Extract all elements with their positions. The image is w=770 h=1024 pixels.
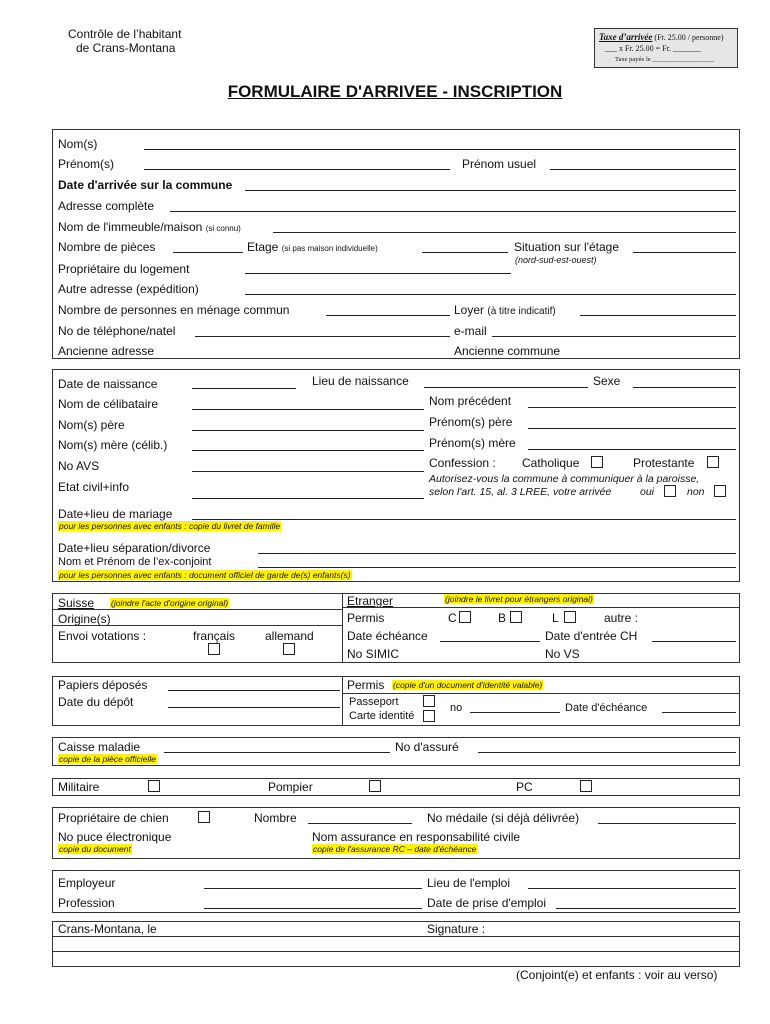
signature-rule-1 xyxy=(52,936,740,937)
label-permis-l: L xyxy=(552,611,559,625)
label-personnes: Nombre de personnes en ménage commun xyxy=(58,303,290,317)
field-telephone[interactable] xyxy=(195,336,450,337)
field-etage[interactable] xyxy=(422,252,508,253)
paroisse-question-line1: Autorisez-vous la commune à communiquer à la paroisse, xyxy=(429,473,700,485)
label-chien: Propriétaire de chien xyxy=(58,811,169,825)
checkbox-protestante[interactable] xyxy=(707,456,719,468)
label-passeport: Passeport xyxy=(349,696,399,708)
label-date-naissance: Date de naissance xyxy=(58,377,158,391)
field-profession[interactable] xyxy=(204,908,422,909)
field-autre-adresse[interactable] xyxy=(245,294,736,295)
field-immeuble[interactable] xyxy=(273,232,736,233)
label-nom: Nom(s) xyxy=(58,137,98,151)
field-personnes[interactable] xyxy=(326,315,450,316)
label-doc-echeance: Date d'échéance xyxy=(565,702,648,714)
suisse-rule xyxy=(52,609,342,610)
label-date-emploi: Date de prise d'emploi xyxy=(427,896,547,910)
label-oui: oui xyxy=(640,486,655,498)
field-separation[interactable] xyxy=(258,553,736,554)
field-proprietaire[interactable] xyxy=(245,273,511,274)
field-doc-echeance[interactable] xyxy=(662,712,736,713)
field-caisse[interactable] xyxy=(164,752,390,753)
label-permis-b: B xyxy=(498,611,507,625)
assurance-rc-note: copie de l'assurance RC – date d'échéance xyxy=(313,844,477,854)
checkbox-non[interactable] xyxy=(714,485,726,497)
label-pompier: Pompier xyxy=(268,780,313,794)
signature-rule-2 xyxy=(52,951,740,952)
field-mariage[interactable] xyxy=(192,519,736,520)
label-loyer: Loyer (à titre indicatif) xyxy=(454,303,556,317)
label-date-arrivee: Date d'arrivée sur la commune xyxy=(58,178,233,192)
mariage-note: pour les personnes avec enfants : copie du livret de famille xyxy=(59,521,281,531)
label-votations: Envoi votations : xyxy=(58,629,147,643)
label-lieu-emploi: Lieu de l'emploi xyxy=(427,876,511,890)
label-medaille: No médaile (si déjà délivrée) xyxy=(427,811,580,825)
label-assure: No d'assuré xyxy=(395,740,459,754)
label-permis-doc: Permis xyxy=(347,678,385,692)
permis-doc-rule xyxy=(342,693,740,694)
field-nom-mere[interactable] xyxy=(192,450,424,451)
label-pieces: Nombre de pièces xyxy=(58,240,156,254)
label-allemand: allemand xyxy=(265,629,314,643)
checkbox-chien[interactable] xyxy=(198,811,210,823)
label-permis-type: Permis xyxy=(347,611,385,625)
field-assure[interactable] xyxy=(478,752,736,753)
label-carte-identite: Carte identité xyxy=(349,710,415,722)
label-etat-civil: Etat civil+info xyxy=(58,480,130,494)
field-nom-pere[interactable] xyxy=(192,430,424,431)
checkbox-carte-identite[interactable] xyxy=(423,710,435,722)
org-name-line2: de Crans-Montana xyxy=(76,41,176,55)
field-loyer[interactable] xyxy=(580,315,736,316)
label-sexe: Sexe xyxy=(593,374,621,388)
label-autre-adresse: Autre adresse (expédition) xyxy=(58,282,199,296)
label-situation: Situation sur l'étage xyxy=(514,240,620,254)
field-nombre[interactable] xyxy=(308,823,412,824)
tax-title: Taxe d’arrivée xyxy=(599,32,653,42)
checkbox-militaire[interactable] xyxy=(148,780,160,792)
label-permis-autre: autre : xyxy=(604,611,639,625)
field-lieu-emploi[interactable] xyxy=(528,888,736,889)
label-ancienne-commune: Ancienne commune xyxy=(454,344,561,358)
label-pc: PC xyxy=(516,780,533,794)
page-title: FORMULAIRE D'ARRIVEE - INSCRIPTION xyxy=(227,82,563,101)
tax-paid-line: Taxe payée le ___________________ xyxy=(615,56,715,63)
puce-note: copie du document xyxy=(59,844,131,854)
label-nom-celibataire: Nom de célibataire xyxy=(58,397,159,411)
field-date-emploi[interactable] xyxy=(556,908,736,909)
field-prenom-usuel[interactable] xyxy=(550,169,736,170)
label-date-depot: Date du dépôt xyxy=(58,695,134,709)
label-doc-no: no xyxy=(450,702,463,714)
tax-rate: (Fr. 25.00 / personne) xyxy=(654,33,724,42)
field-etat-civil[interactable] xyxy=(192,498,424,499)
label-separation: Date+lieu séparation/divorce xyxy=(58,541,211,555)
field-papiers[interactable] xyxy=(168,690,340,691)
label-assurance-rc: Nom assurance en responsabilité civile xyxy=(312,830,521,844)
label-origine: Origine(s) xyxy=(58,612,111,626)
garde-note: pour les personnes avec enfants : document officiel de garde de(s) enfants(s) xyxy=(59,570,351,580)
arrival-tax-box xyxy=(594,28,738,68)
field-date-depot[interactable] xyxy=(168,707,340,708)
checkbox-pompier[interactable] xyxy=(369,780,381,792)
field-doc-no[interactable] xyxy=(470,712,560,713)
checkbox-catholique[interactable] xyxy=(591,456,603,468)
field-nom-precedent[interactable] xyxy=(528,407,736,408)
label-nom-precedent: Nom précédent xyxy=(429,394,512,408)
label-ex-conjoint: Nom et Prénom de l’ex-conjoint xyxy=(58,556,212,568)
label-email: e-mail xyxy=(454,324,487,338)
label-suisse: Suisse xyxy=(58,596,95,610)
field-situation[interactable] xyxy=(633,252,736,253)
label-simic: No SIMIC xyxy=(347,647,400,661)
field-prenom[interactable] xyxy=(144,169,450,170)
field-avs[interactable] xyxy=(192,471,424,472)
checkbox-pc[interactable] xyxy=(580,780,592,792)
label-prenom-pere: Prénom(s) père xyxy=(429,415,513,429)
checkbox-permis-l[interactable] xyxy=(564,611,576,623)
paroisse-question-line2: selon l'art. 15, al. 3 LREE, votre arrivée xyxy=(429,486,612,498)
field-pieces[interactable] xyxy=(173,252,243,253)
field-employeur[interactable] xyxy=(204,888,422,889)
field-entree-ch[interactable] xyxy=(652,641,736,642)
label-lieu-date: Crans-Montana, le xyxy=(58,922,157,936)
label-employeur: Employeur xyxy=(58,876,116,890)
label-nom-mere: Nom(s) mère (célib.) xyxy=(58,438,168,452)
label-confession: Confession : xyxy=(429,456,496,470)
origine-rule xyxy=(52,625,342,626)
label-papiers: Papiers déposés xyxy=(58,678,148,692)
section-employment xyxy=(52,870,740,913)
documents-divider xyxy=(342,676,343,726)
label-prenom-usuel: Prénom usuel xyxy=(462,157,537,171)
label-nom-pere: Nom(s) père xyxy=(58,418,125,432)
label-signature: Signature : xyxy=(427,922,486,936)
suisse-note: (joindre l'acte d'origine original) xyxy=(111,598,229,608)
field-email[interactable] xyxy=(492,336,736,337)
situation-note: (nord-sud-est-ouest) xyxy=(515,255,597,265)
label-etranger: Etranger xyxy=(347,594,394,608)
immeuble-note: (si connu) xyxy=(205,224,241,233)
checkbox-allemand[interactable] xyxy=(283,643,295,655)
label-puce: No puce électronique xyxy=(58,830,172,844)
label-prenom-mere: Prénom(s) mère xyxy=(429,436,516,450)
permis-doc-note: (copie d'un document d'identité valable) xyxy=(393,680,543,690)
field-sexe[interactable] xyxy=(633,387,736,388)
tax-amount-line: ___ x Fr. 25.00 = Fr. _______ xyxy=(605,44,701,53)
label-permis-c: C xyxy=(448,611,457,625)
label-lieu-naissance: Lieu de naissance xyxy=(312,374,409,388)
caisse-note: copie de la pièce officielle xyxy=(59,754,156,764)
label-catholique: Catholique xyxy=(522,456,580,470)
label-prenom: Prénom(s) xyxy=(58,157,115,171)
label-proprietaire: Propriétaire du logement xyxy=(58,262,190,276)
field-adresse[interactable] xyxy=(170,211,736,212)
field-echeance[interactable] xyxy=(440,641,540,642)
label-nombre: Nombre xyxy=(254,811,297,825)
checkbox-permis-b[interactable] xyxy=(510,611,522,623)
checkbox-passeport[interactable] xyxy=(423,695,435,707)
checkbox-oui[interactable] xyxy=(664,485,676,497)
label-francais: français xyxy=(193,629,236,643)
checkbox-francais[interactable] xyxy=(208,643,220,655)
label-immeuble: Nom de l'immeuble/maison (si connu) xyxy=(58,220,241,234)
label-mariage: Date+lieu de mariage xyxy=(58,507,173,521)
field-date-naissance[interactable] xyxy=(192,388,296,389)
field-lieu-naissance[interactable] xyxy=(424,387,588,388)
label-telephone: No de téléphone/natel xyxy=(58,324,176,338)
etage-note: (si pas maison individuelle) xyxy=(281,244,378,253)
etranger-note: (joindre le livret pour étrangers original) xyxy=(445,594,593,604)
etranger-rule xyxy=(342,607,740,608)
label-militaire: Militaire xyxy=(58,780,100,794)
label-echeance: Date échéance xyxy=(347,629,428,643)
label-avs: No AVS xyxy=(58,459,100,473)
loyer-note: (à titre indicatif) xyxy=(487,306,556,317)
label-entree-ch: Date d'entrée CH xyxy=(545,629,638,643)
field-medaille[interactable] xyxy=(598,823,736,824)
field-nom[interactable] xyxy=(144,149,736,150)
label-adresse: Adresse complète xyxy=(58,199,155,213)
field-nom-celibataire[interactable] xyxy=(192,409,424,410)
field-ex-conjoint[interactable] xyxy=(258,567,736,568)
label-caisse: Caisse maladie xyxy=(58,740,141,754)
label-non: non xyxy=(687,486,705,498)
label-protestante: Protestante xyxy=(633,456,695,470)
label-etage: Etage (si pas maison individuelle) xyxy=(247,240,378,254)
field-prenom-mere[interactable] xyxy=(528,449,736,450)
org-name-line1: Contrôle de l’habitant xyxy=(68,27,182,41)
field-date-arrivee[interactable] xyxy=(245,190,736,191)
nationality-divider xyxy=(342,593,343,663)
footer-note: (Conjoint(e) et enfants : voir au verso) xyxy=(516,968,718,982)
label-profession: Profession xyxy=(58,896,115,910)
field-prenom-pere[interactable] xyxy=(528,428,736,429)
label-ancienne-adresse: Ancienne adresse xyxy=(58,344,155,358)
checkbox-permis-c[interactable] xyxy=(459,611,471,623)
label-vs: No VS xyxy=(545,647,580,661)
